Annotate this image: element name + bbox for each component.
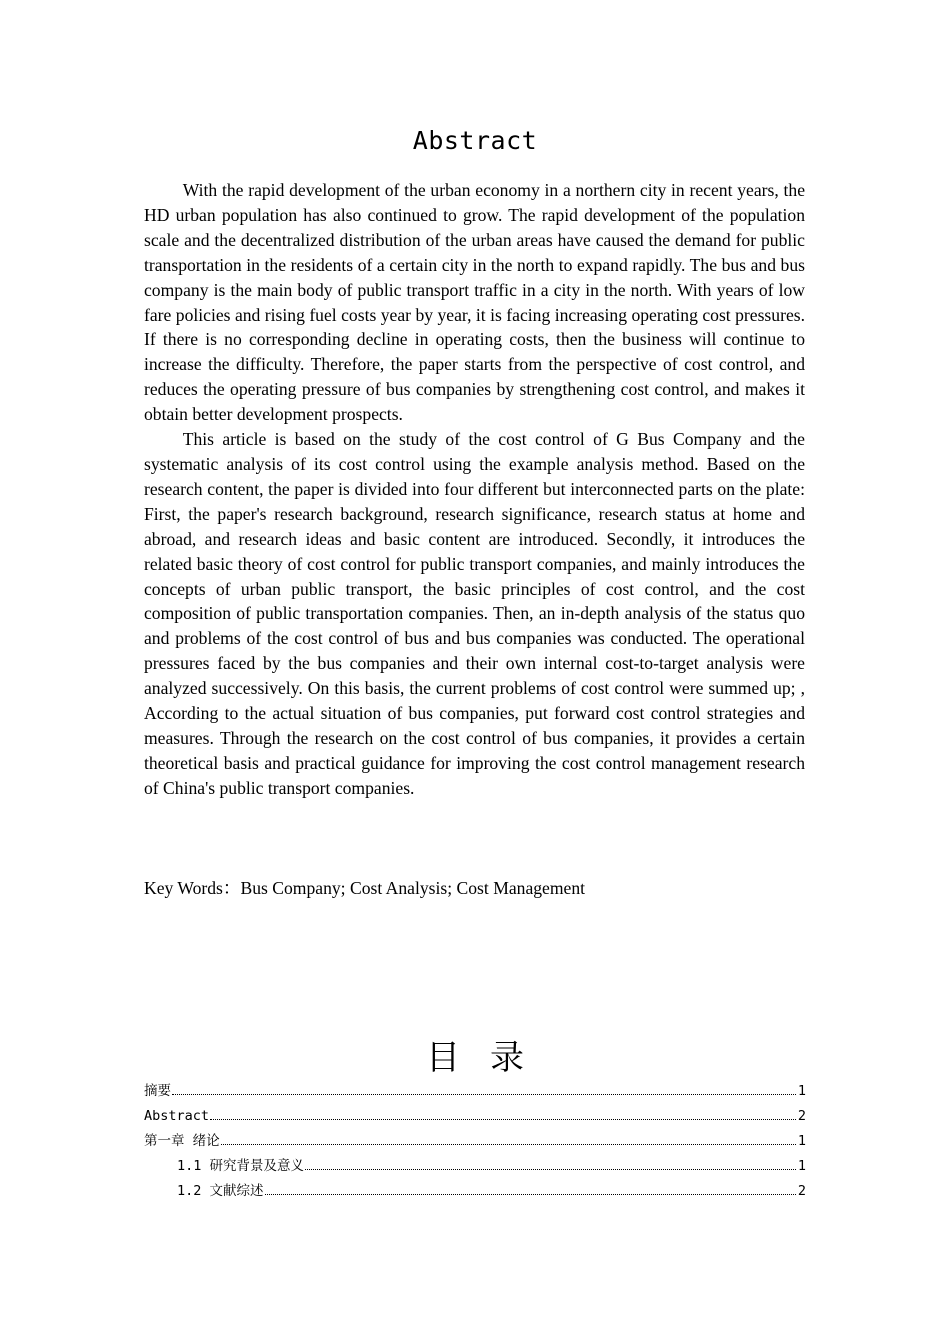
abstract-paragraph-1: With the rapid development of the urban economy in a northern city in recent years, the HD urban population has also continued to grow. The rapid development of the population scale and the decentralized distribution of the urban areas have caused the demand for public transportation in the residents of a certain city in the north to expand rapidly. The bus and bus company is the main body of public transport traffic in a city in the north. With years of low fare policies and rising fuel costs year by year, it is facing increasing operating cost pressures. If there is no corresponding decline in operating costs, then the business will continue to increase the difficulty. Therefore, the paper starts from the perspective of cost control, and reduces the operating pressure of bus companies by strengthening cost control, and makes it obtain better development prospects. (144, 180, 805, 425)
toc-title: 目录 (426, 1038, 554, 1078)
toc-entry-section-1-2[interactable] (144, 1174, 806, 1199)
toc-entry-abstract-en[interactable] (144, 1099, 806, 1124)
keywords-line (144, 876, 805, 901)
toc-leader-dots (305, 1168, 796, 1170)
toc-leader-dots (265, 1193, 796, 1195)
toc-entry-page: 2 (797, 1108, 806, 1124)
toc-entry-section-1-1[interactable] (144, 1149, 806, 1174)
toc-entry-chapter-1[interactable] (144, 1124, 806, 1149)
toc-entry-page: 1 (797, 1133, 806, 1149)
abstract-paragraph-2: This article is based on the study of the cost control of G Bus Company and the systematic analysis of its cost control using the example analysis method. Based on the research content, the paper is divided into four different but interconnected parts on the plate: First, the paper's research background, research significance, research status at home and abroad, and research ideas and basic content are introduced. Secondly, it introduces the related basic theory of cost control for public transport companies, and mainly introduces the concepts of urban public transport, the basic principles of cost control, and the cost composition of public transportation companies. Then, an in-depth analysis of the status quo and problems of the cost control of bus and bus companies was conducted. The operational pressures faced by the bus companies and their own internal cost-to-target analysis were analyzed successively. On this basis, the current problems of cost control were summed up; , According to the actual situation of bus companies, put forward cost control strategies and measures. Through the research on the cost control of bus companies, it provides a certain theoretical basis and practical guidance for improving the cost control management research of China's public transport companies. (144, 429, 805, 798)
toc-entry-page: 1 (797, 1158, 806, 1174)
table-of-contents (144, 1074, 806, 1199)
keywords-label: Key Words： (144, 878, 241, 898)
toc-entry-label: Abstract (144, 1108, 210, 1124)
toc-entry-label: 1.2 文献综述 (177, 1183, 264, 1199)
abstract-title: Abstract (412, 126, 538, 155)
toc-entry-page: 2 (797, 1183, 806, 1199)
toc-leader-dots (221, 1143, 796, 1145)
abstract-body (144, 178, 805, 801)
toc-entry-label: 1.1 研究背景及意义 (177, 1158, 305, 1174)
toc-entry-label: 摘要 (144, 1083, 171, 1099)
toc-entry-label: 第一章 绪论 (144, 1133, 220, 1149)
toc-leader-dots (210, 1118, 796, 1120)
toc-entry-abstract-cn[interactable] (144, 1074, 806, 1099)
toc-entry-page: 1 (797, 1083, 806, 1099)
toc-leader-dots (172, 1093, 796, 1095)
keywords-value: Bus Company; Cost Analysis; Cost Management (240, 878, 586, 898)
